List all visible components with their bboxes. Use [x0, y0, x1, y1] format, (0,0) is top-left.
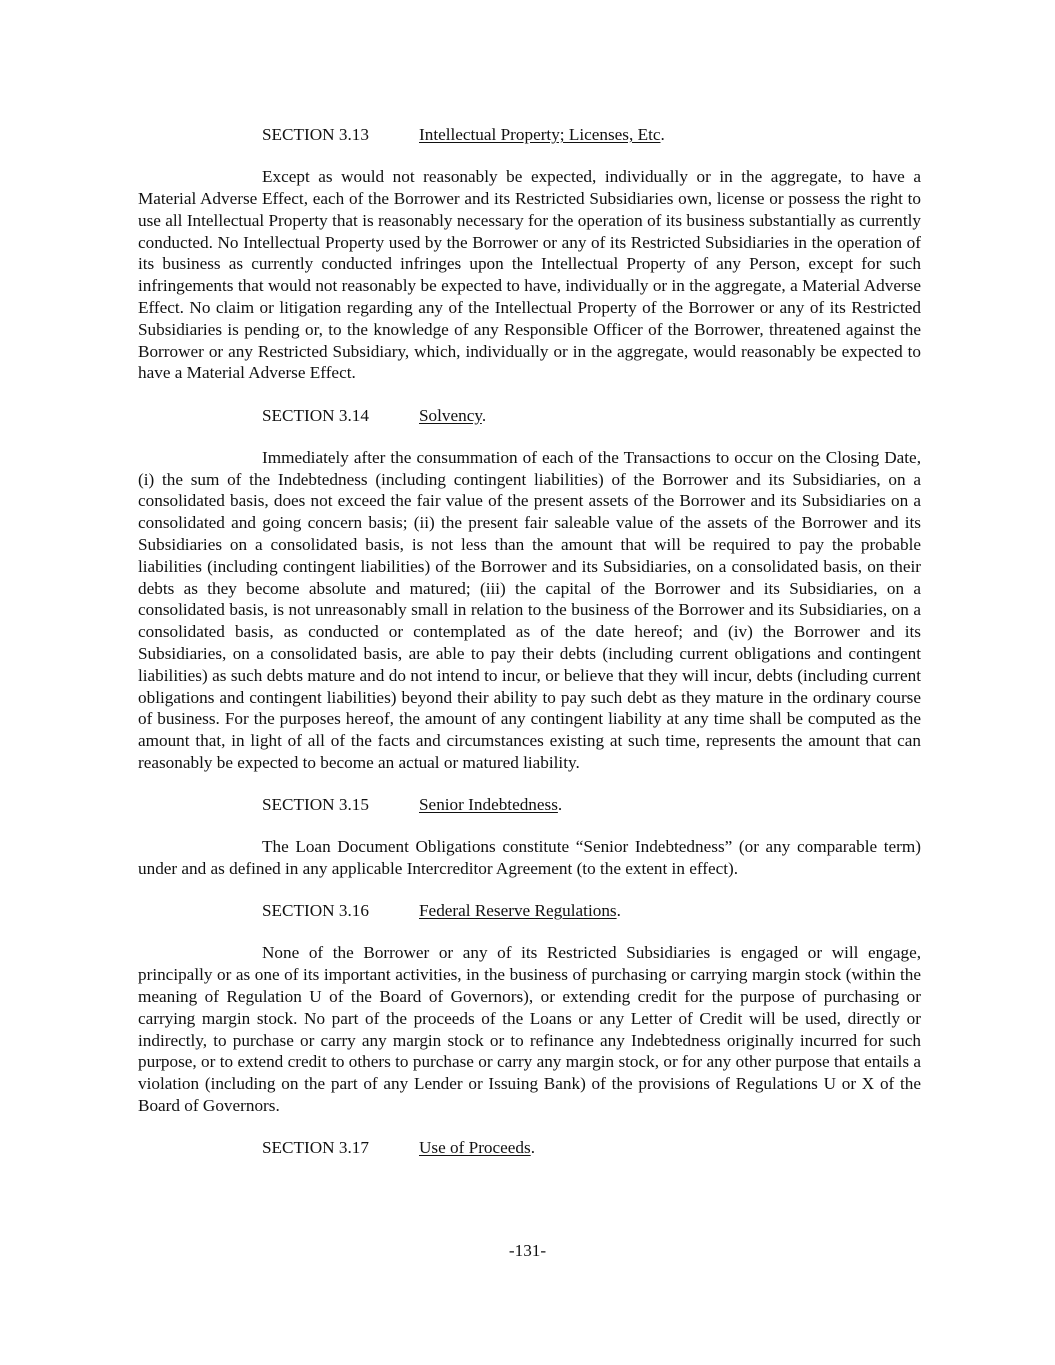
section-body-3-14: Immediately after the consummation of each of the Transactions to occur on the Closing Date, (i) the sum of the Indebtedness (including contingent liabilities) of the Borrower and its Subsidiaries, on a consolidated basis, does not exceed the fair value of the present assets of the Borrower and its Subsidiaries on a consolidated and going concern basis; (ii) the present fair saleable value of the assets of the Borrower and its Subsidiaries on a consolidated basis, is not less than the amount that will be required to pay the probable liabilities (including contingent liabilities) of the Borrower and its Subsidiaries, on a consolidated basis, on their debts as they become absolute and matured; (iii) the capital of the Borrower and its Subsidiaries, on a consolidated basis, is not unreasonably small in relation to the business of the Borrower and its Subsidiaries, on a consolidated basis, as conducted or contemplated as of the date hereof; and (iv) the Borrower and its Subsidiaries, on a consolidated basis, are able to pay their debts (including current obligations and contingent liabilities) as such debts mature and do not intend to incur, or believe that they will incur, debts (including current obligations and contingent liabilities) beyond their ability to pay such debt as they mature in the ordinary course of business. For the purposes hereof, the amount of any contingent liability at any time shall be computed as the amount that, in light of all of the facts and circumstances existing at such time, represents the amount that can reasonably be expected to become an actual or matured liability.: [138, 447, 921, 772]
section-heading-3-17: [138, 1137, 921, 1159]
section-number: SECTION 3.14: [262, 405, 369, 425]
section-title: Federal Reserve Regulations: [419, 901, 617, 921]
section-title-period: .: [660, 125, 665, 144]
page-number: -131-: [508, 1241, 547, 1260]
section-number: SECTION 3.15: [262, 795, 369, 815]
section-number: SECTION 3.16: [262, 901, 369, 921]
section-body-3-16: None of the Borrower or any of its Restricted Subsidiaries is engaged or will engage, principally or as one of its important activities, in the business of purchasing or carrying margin stock (within the meaning of Regulation U of the Board of Governors), or extending credit for the purpose of purchasing or carrying margin stock. No part of the proceeds of the Loans or any Letter of Credit will be used, directly or indirectly, to purchase or carry any margin stock or to refinance any Indebtedness originally incurred for such purpose, or to extend credit to others to purchase or carry any margin stock, or for any other purpose that entails a violation (including on the part of any Lender or Issuing Bank) of the provisions of Regulations U or X of the Board of Governors.: [138, 943, 921, 1116]
section-title: Solvency: [419, 405, 482, 425]
section-title-period: .: [481, 405, 487, 425]
section-title: Intellectual Property; Licenses, Etc: [419, 125, 661, 144]
section-heading-3-16: [138, 900, 921, 922]
section-title: Senior Indebtedness: [419, 795, 558, 815]
section-title-period: .: [616, 901, 621, 921]
section-number: SECTION 3.17: [262, 1138, 369, 1158]
section-heading-3-15: [138, 794, 921, 816]
section-title-period: .: [530, 1138, 535, 1158]
section-title: Use of Proceeds: [419, 1138, 531, 1158]
section-heading-3-13: [138, 124, 921, 146]
section-body-3-15: The Loan Document Obligations constitute “Senior Indebtedness” (or any comparable term) under and as defined in any applicable Intercreditor Agreement (to the extent in effect).: [138, 837, 921, 879]
section-title-period: .: [557, 795, 563, 815]
section-number: SECTION 3.13: [262, 125, 369, 144]
section-heading-3-14: [138, 405, 921, 427]
section-body-3-13: Except as would not reasonably be expected, individually or in the aggregate, to have a Material Adverse Effect, each of the Borrower and its Restricted Subsidiaries own, license or possess the right to use all Intellectual Property that is reasonably necessary for the operation of its business substantially as currently conducted. No Intellectual Property used by the Borrower or any of its Restricted Subsidiaries in the operation of its business as currently conducted infringes upon the Intellectual Property of any Person, except for such infringements that would not reasonably be expected to have, individually or in the aggregate, a Material Adverse Effect. No claim or litigation regarding any of the Intellectual Property of the Borrower or any of its Restricted Subsidiaries is pending or, to the knowledge of any Responsible Officer of the Borrower, threatened against the Borrower or any Restricted Subsidiary, which, individually or in the aggregate, would reasonably be expected to have a Material Adverse Effect.: [138, 167, 921, 383]
document-page: [138, 124, 921, 1179]
